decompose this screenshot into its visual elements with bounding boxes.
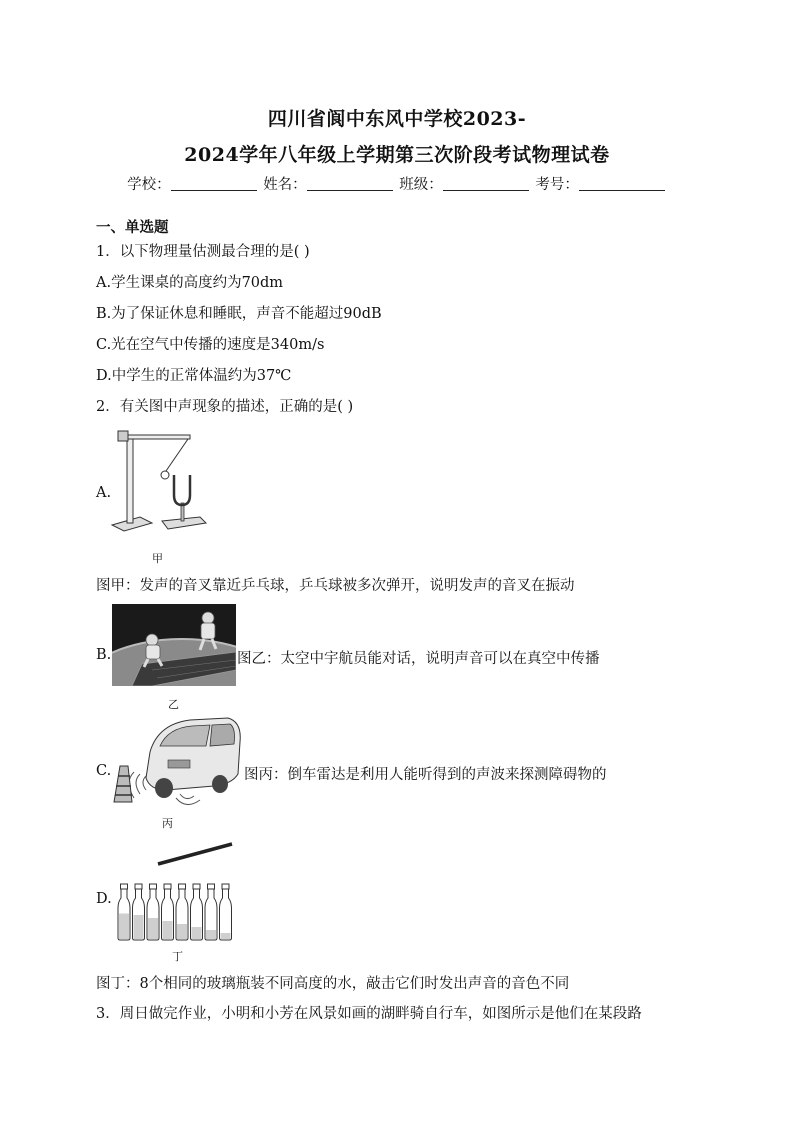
exam-no-label: 考号： bbox=[535, 177, 579, 193]
bottle-water bbox=[134, 915, 144, 939]
class-blank bbox=[443, 176, 529, 191]
bottle-cap bbox=[150, 884, 157, 889]
school-blank bbox=[171, 176, 257, 191]
q2-figure-b-caption: 乙 bbox=[168, 698, 179, 711]
bottles-group bbox=[118, 884, 232, 940]
reversing-radar-figure bbox=[110, 712, 244, 812]
bottle-cap bbox=[193, 884, 200, 889]
q2-stem: 2．有关图中声现象的描述，正确的是( ) bbox=[96, 399, 354, 415]
q1-stem: 1．以下物理量估测最合理的是( ) bbox=[96, 244, 310, 260]
q2-figure-d-caption: 丁 bbox=[172, 950, 183, 963]
q2-option-a-text: 图甲：发声的音叉靠近乒乓球，乒乓球被多次弹开，说明发声的音叉在振动 bbox=[96, 578, 575, 594]
bottle-cap bbox=[121, 884, 128, 889]
q1-option-c: C.光在空气中传播的速度是340m/s bbox=[96, 337, 325, 353]
bottle-water bbox=[221, 933, 231, 939]
bottle-water bbox=[148, 918, 158, 939]
bottle-cap bbox=[164, 884, 171, 889]
q3-stem: 3．周日做完作业，小明和小芳在风景如画的湖畔骑自行车，如图所示是他们在某段路 bbox=[96, 1006, 642, 1022]
section-heading-single-choice: 一、单选题 bbox=[96, 219, 169, 236]
glass-bottles-figure bbox=[110, 838, 240, 946]
q2-figure-c-caption: 丙 bbox=[162, 817, 173, 830]
q2-option-b-text: 图乙：太空中宇航员能对话，说明声音可以在真空中传播 bbox=[237, 651, 600, 667]
class-label: 班级： bbox=[399, 177, 443, 193]
bottle-water bbox=[206, 930, 216, 939]
bottle-cap bbox=[179, 884, 186, 889]
q2-option-b-label: B. bbox=[96, 647, 112, 663]
exam-title-line2: 2024学年八年级上学期第三次阶段考试物理试卷 bbox=[184, 144, 610, 166]
name-blank bbox=[307, 176, 393, 191]
astronauts-figure bbox=[112, 604, 236, 686]
exam-no-blank bbox=[579, 176, 665, 191]
bottle-water bbox=[192, 927, 202, 939]
tuning-fork-figure bbox=[110, 425, 210, 540]
q1-option-b: B.为了保证休息和睡眠，声音不能超过90dB bbox=[96, 306, 382, 322]
bottle bbox=[220, 888, 232, 940]
q2-option-c-label: C. bbox=[96, 763, 112, 779]
bottle-water bbox=[119, 914, 129, 940]
student-info-row bbox=[0, 173, 794, 194]
q1-option-a: A.学生课桌的高度约为70dm bbox=[96, 275, 284, 291]
q2-figure-a-caption: 甲 bbox=[152, 552, 163, 565]
bottle-cap bbox=[222, 884, 229, 889]
q2-option-a-label: A. bbox=[96, 485, 112, 501]
bottle-water bbox=[163, 921, 173, 939]
q2-option-d-text: 图丁：8个相同的玻璃瓶装不同高度的水，敲击它们时发出声音的音色不同 bbox=[96, 976, 570, 992]
exam-title-line1: 四川省阆中东风中学校2023- bbox=[267, 108, 527, 130]
school-label: 学校： bbox=[127, 177, 171, 193]
q2-option-d-label: D. bbox=[96, 891, 112, 907]
q1-option-d: D.中学生的正常体温约为37℃ bbox=[96, 368, 292, 384]
bottle-cap bbox=[135, 884, 142, 889]
q2-option-c-text: 图丙：倒车雷达是利用人能听得到的声波来探测障碍物的 bbox=[244, 767, 607, 783]
bottle-cap bbox=[208, 884, 215, 889]
name-label: 姓名： bbox=[263, 177, 307, 193]
bottle-water bbox=[177, 924, 187, 939]
